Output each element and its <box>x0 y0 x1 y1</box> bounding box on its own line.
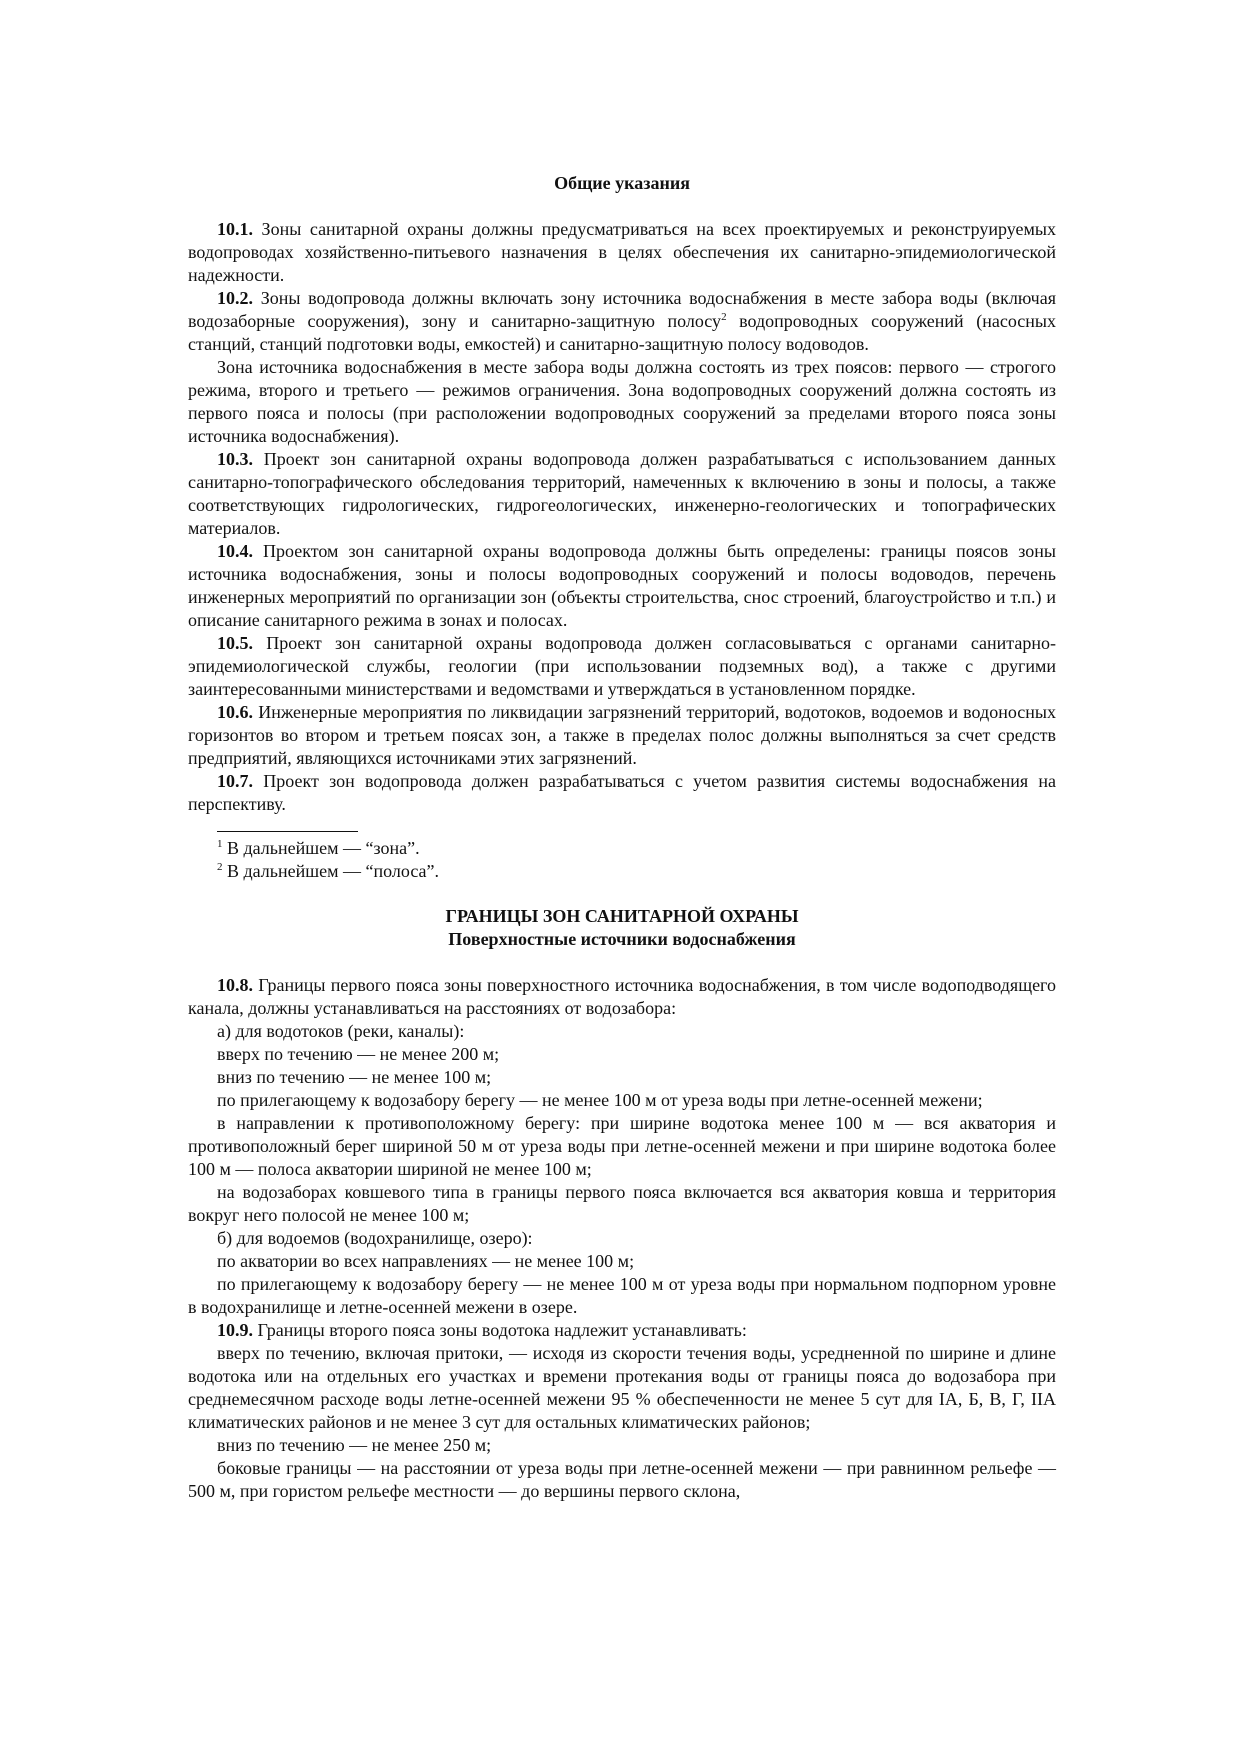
clause-text: Инженерные мероприятия по ликвидации загрязнений территорий, водотоков, водоемов и водоносных горизонтов во втором и третьем поясах зон, а также в пределах полос должны выполняться за счет средств предприятий, являющихся источниками этих загрязнений. <box>188 702 1056 768</box>
section-subtitle-surface-sources: Поверхностные источники водоснабжения <box>448 929 796 949</box>
clause-text: Границы первого пояса зоны поверхностного источника водоснабжения, в том числе водоподводящего канала, должны устанавливаться на расстояниях от водозабора: <box>188 975 1056 1018</box>
clause-number: 10.2. <box>217 288 253 308</box>
clause-number: 10.8. <box>217 975 253 995</box>
clause-number: 10.5. <box>217 633 253 653</box>
section-title-general: Общие указания <box>554 173 690 193</box>
clause-number: 10.9. <box>217 1320 253 1340</box>
footnote-divider <box>217 831 358 832</box>
clause-number: 10.7. <box>217 771 253 791</box>
clause-text: вниз по течению — не менее 100 м; <box>217 1067 492 1087</box>
clause-text: вверх по течению, включая притоки, — исходя из скорости течения воды, усредненной по ширине и длине водотока или на отдельных его участках и времени протекания воды от границы пояса до водозабора при среднемесячном расходе воды летне-осенней межени 95 % обеспеченности не менее 5 сут для IА, Б, В, Г, IIА климатических районов и не менее 3 сут для остальных климатических районов; <box>188 1343 1056 1432</box>
clause-text: вверх по течению — не менее 200 м; <box>217 1044 500 1064</box>
clause-text: на водозаборах ковшевого типа в границы первого пояса включается вся акватория ковша и территория вокруг него полосой не менее 100 м; <box>188 1182 1056 1225</box>
footnote-text: В дальнейшем — “зона”. <box>222 838 420 858</box>
footnote-mark: 1 <box>217 838 223 850</box>
document-page <box>188 172 1056 1503</box>
clause-number: 10.1. <box>217 219 253 239</box>
clause-text: по прилегающему к водозабору берегу — не менее 100 м от уреза воды при нормальном подпорном уровне в водохранилище и летне-осенней межени в озере. <box>188 1274 1056 1317</box>
list-item <box>188 1181 1056 1227</box>
list-item <box>188 1457 1056 1503</box>
paragraph-10-2 <box>188 287 1056 356</box>
paragraph-10-7 <box>188 770 1056 816</box>
clause-text: Проектом зон санитарной охраны водопровода должны быть определены: границы поясов зоны источника водоснабжения, зоны и полосы водопроводных сооружений и полосы водоводов, перечень инженерных мероприятий по организации зон (объекты строительства, снос строений, благоустройство и т.п.) и описание санитарного режима в зонах и полосах. <box>188 541 1056 630</box>
clause-number: 10.3. <box>217 449 253 469</box>
clause-text: вниз по течению — не менее 250 м; <box>217 1435 492 1455</box>
clause-text: Проект зон санитарной охраны водопровода должен разрабатываться с использованием данных санитарно-топографического обследования территорий, намеченных к включению в зоны и полосы, а также соответствующих гидрологических, гидрогеологических, инженерно-геологических и топографических материалов. <box>188 449 1056 538</box>
paragraph-10-1 <box>188 218 1056 287</box>
paragraph-10-6 <box>188 701 1056 770</box>
clause-number: 10.6. <box>217 702 253 722</box>
clause-text: Границы второго пояса зоны водотока надлежит устанавливать: <box>253 1320 747 1340</box>
clause-text: Зоны санитарной охраны должны предусматриваться на всех проектируемых и реконструируемых водопроводах хозяйственно-питьевого назначения в целях обеспечения их санитарно-эпидемиологической надежности. <box>188 219 1056 285</box>
list-item <box>188 1066 1056 1089</box>
clause-text: а) для водотоков (реки, каналы): <box>217 1021 465 1041</box>
clause-text: Проект зон водопровода должен разрабатываться с учетом развития системы водоснабжения на перспективу. <box>188 771 1056 814</box>
clause-text: Зоны водопровода должны включать зону источника водоснабжения в месте забора воды (включая водозаборные сооружения), зону и санитарно-защитную полосу <box>188 288 1056 331</box>
paragraph-10-5 <box>188 632 1056 701</box>
clause-text: б) для водоемов (водохранилище, озеро): <box>217 1228 533 1248</box>
clause-text: по прилегающему к водозабору берегу — не менее 100 м от уреза воды при летне-осенней межени; <box>217 1090 983 1110</box>
footnote-2 <box>188 860 1056 883</box>
clause-text: водопроводных сооружений (насосных станций, станций подготовки воды, емкостей) и санитарно-защитную полосу водоводов. <box>188 311 1056 354</box>
paragraph-zone-belts: Зона источника водоснабжения в месте забора воды должна состоять из трех поясов: первого — строгого режима, второго и третьего — режимов ограничения. Зона водопроводных сооружений должна состоять из первого пояса и полосы (при расположении водопроводных сооружений за пределами второго пояса зоны источника водоснабжения). <box>188 357 1056 446</box>
list-item <box>188 1112 1056 1181</box>
footnote-text: В дальнейшем — “полоса”. <box>222 861 440 881</box>
list-item <box>188 1043 1056 1066</box>
section-body-boundaries <box>188 974 1056 1503</box>
clause-text: боковые границы — на расстоянии от уреза воды при летне-осенней межени — при равнинном рельефе — 500 м, при гористом рельефе местности — до вершины первого склона, <box>188 1458 1056 1501</box>
list-item <box>188 1342 1056 1434</box>
footnote-1 <box>188 837 1056 860</box>
footnote-mark: 2 <box>217 861 223 873</box>
clause-text: в направлении к противоположному берегу: при ширине водотока менее 100 м — вся акватория и противоположный берег шириной 50 м от уреза воды при летне-осенней межени и при ширине водотока более 100 м — полоса акватории шириной не менее 100 м; <box>188 1113 1056 1179</box>
list-item <box>188 1250 1056 1273</box>
list-item <box>188 974 1056 1020</box>
section-title-boundaries: ГРАНИЦЫ ЗОН САНИТАРНОЙ ОХРАНЫ <box>445 906 799 926</box>
clause-text: по акватории во всех направлениях — не менее 100 м; <box>217 1251 635 1271</box>
list-item <box>188 1273 1056 1319</box>
footnote-reference[interactable]: 2 <box>721 311 727 323</box>
list-item <box>188 1319 1056 1342</box>
list-item <box>188 1089 1056 1112</box>
paragraph-10-3 <box>188 448 1056 540</box>
list-item <box>188 1434 1056 1457</box>
clause-number: 10.4. <box>217 541 253 561</box>
list-item <box>188 1020 1056 1043</box>
paragraph-10-4 <box>188 540 1056 632</box>
list-item <box>188 1227 1056 1250</box>
clause-text: Проект зон санитарной охраны водопровода должен согласовываться с органами санитарно-эпидемиологической службы, геологии (при использовании подземных вод), а также с другими заинтересованными министерствами и ведомствами и утверждаться в установленном порядке. <box>188 633 1056 699</box>
